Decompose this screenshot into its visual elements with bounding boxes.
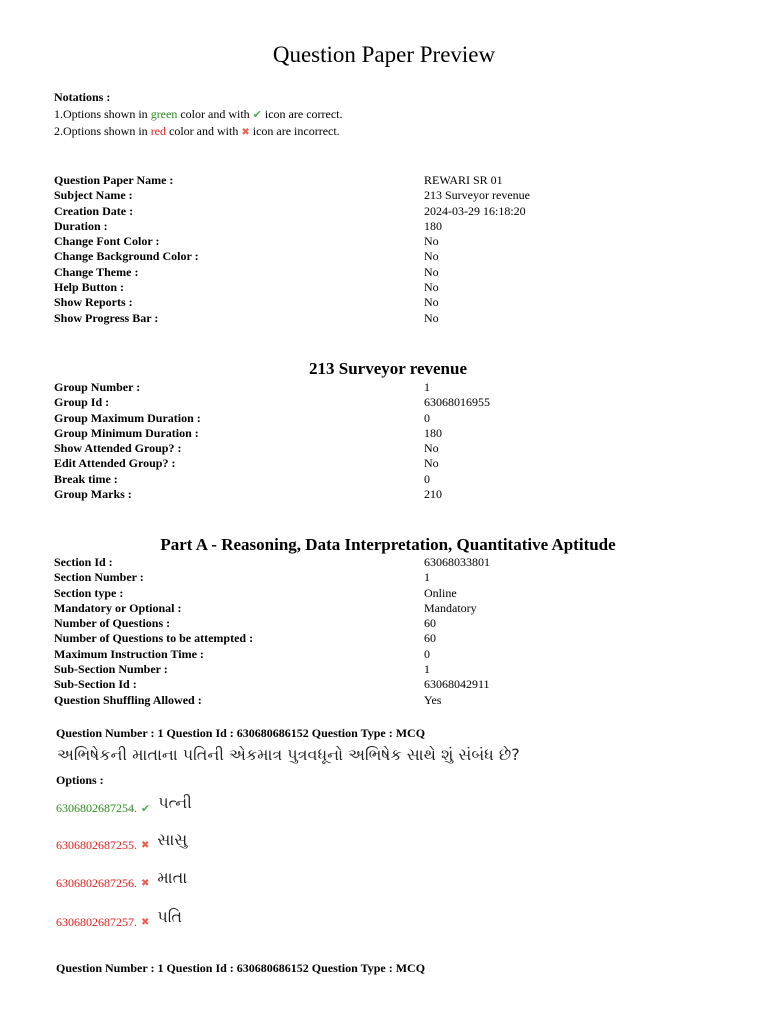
info-row [54,487,714,502]
info-label: Mandatory or Optional : [54,600,182,615]
info-value: 0 [424,471,430,486]
info-label: Show Reports : [54,295,133,310]
group-heading: 213 Surveyor revenue [308,359,468,378]
notations [54,89,343,141]
paper-info-table [54,173,714,326]
option-text: પતિ [157,907,182,926]
info-row [54,631,714,646]
option-id: 6306802687257. [56,914,137,929]
option-text: માતા [157,868,188,887]
option-text: પત્ની [158,793,192,812]
info-label: Question Paper Name : [54,173,174,187]
option-text: સાસુ [157,830,188,849]
info-row [54,311,714,326]
info-row [54,395,714,410]
check-icon: ✔ [141,801,151,815]
info-label: Change Background Color : [54,249,199,264]
notation-text: 2.Options shown in [54,124,148,138]
notation-text: color and with [169,124,239,138]
info-label: Group Number : [54,380,141,394]
info-value: No [424,456,439,471]
info-value: 60 [424,616,436,631]
info-row [54,219,714,234]
info-row [54,265,714,280]
info-label: Show Attended Group? : [54,441,182,456]
info-value: 0 [424,410,430,425]
info-value: 1 [424,380,430,394]
option-id: 6306802687255. [56,837,137,852]
info-row [54,380,714,395]
notation-text: icon are correct. [264,107,343,121]
notation-incorrect [54,123,343,141]
info-row [54,693,714,708]
info-value: No [424,295,439,310]
section-info-table [54,555,714,708]
info-value: 180 [424,425,442,440]
question-header-next: Question Number : 1 Question Id : 630680686152 Question Type : MCQ [56,961,426,975]
info-label: Show Progress Bar : [54,310,159,325]
info-row [54,441,714,456]
info-row [54,586,714,601]
info-row [54,647,714,662]
notation-text: icon are incorrect. [252,124,340,138]
info-value: No [424,249,439,264]
info-row [54,456,714,471]
notation-green-word: green [150,107,178,121]
page-title: Question Paper Preview [272,42,496,67]
info-value: No [424,264,439,279]
info-label: Edit Attended Group? : [54,456,176,471]
info-label: Creation Date : [54,203,134,218]
info-label: Group Minimum Duration : [54,425,199,440]
info-label: Sub-Section Number : [54,662,168,677]
info-row [54,601,714,616]
info-row [54,173,714,188]
info-row [54,249,714,264]
info-row [54,234,714,249]
info-value: 1 [424,662,430,677]
info-row [54,570,714,585]
question-text: અભિષેકની માતાના પતિની એકમાત્ર પુત્રવધૂનો અભિષેક સાથે શું સંબંધ છે? [57,745,520,764]
info-label: Section type : [54,585,124,600]
info-value: No [424,441,439,456]
info-value: 2024-03-29 16:18:20 [424,203,526,218]
info-label: Duration : [54,218,108,233]
info-value: No [424,234,439,249]
info-value: Yes [424,692,442,707]
info-value: No [424,280,439,295]
section-heading: Part A - Reasoning, Data Interpretation, Quantitative Aptitude [160,535,616,554]
info-value: REWARI SR 01 [424,173,503,187]
info-row [54,280,714,295]
info-value: 63068042911 [424,677,490,692]
option-id: 6306802687254. [56,800,137,815]
cross-icon: ✖ [141,916,150,928]
option-item [56,868,188,893]
group-info-table [54,380,714,502]
info-row [54,616,714,631]
notation-red-word: red [150,124,167,138]
info-label: Question Shuffling Allowed : [54,692,202,707]
info-value: 180 [424,218,442,233]
info-value: No [424,310,439,325]
option-id: 6306802687256. [56,875,137,890]
info-label: Subject Name : [54,188,133,203]
info-label: Section Id : [54,555,113,569]
options-label: Options : [56,773,104,787]
info-row [54,204,714,219]
cross-icon: ✖ [241,127,250,138]
notations-heading: Notations : [54,90,111,104]
info-value: 210 [424,487,442,502]
info-value: 1 [424,570,430,585]
info-value: Online [424,585,457,600]
info-value: 0 [424,646,430,661]
info-row [54,472,714,487]
option-item [56,830,188,855]
info-value: 213 Surveyor revenue [424,188,530,203]
info-value: 63068016955 [424,395,490,410]
info-value: Mandatory [424,600,477,615]
info-value: 63068033801 [424,555,490,569]
info-row [54,555,714,570]
info-row [54,295,714,310]
info-label: Sub-Section Id : [54,677,137,692]
info-label: Maximum Instruction Time : [54,646,204,661]
info-row [54,677,714,692]
info-row [54,662,714,677]
option-item [56,907,182,932]
info-label: Change Font Color : [54,234,160,249]
info-label: Group Id : [54,395,110,410]
info-label: Help Button : [54,280,125,295]
info-row [54,411,714,426]
info-label: Number of Questions to be attempted : [54,631,254,646]
notation-text: color and with [180,107,250,121]
info-label: Section Number : [54,570,144,585]
cross-icon: ✖ [141,839,150,851]
info-label: Group Maximum Duration : [54,410,201,425]
question-header: Question Number : 1 Question Id : 630680686152 Question Type : MCQ [56,726,426,740]
notation-text: 1.Options shown in [54,107,148,121]
notation-correct [54,106,343,123]
info-label: Break time : [54,471,118,486]
info-label: Change Theme : [54,264,139,279]
info-label: Group Marks : [54,487,132,502]
info-row [54,188,714,203]
cross-icon: ✖ [141,877,150,889]
check-icon: ✔ [252,108,262,121]
option-item [56,793,192,818]
info-row [54,426,714,441]
info-label: Number of Questions : [54,616,171,631]
info-value: 60 [424,631,436,646]
